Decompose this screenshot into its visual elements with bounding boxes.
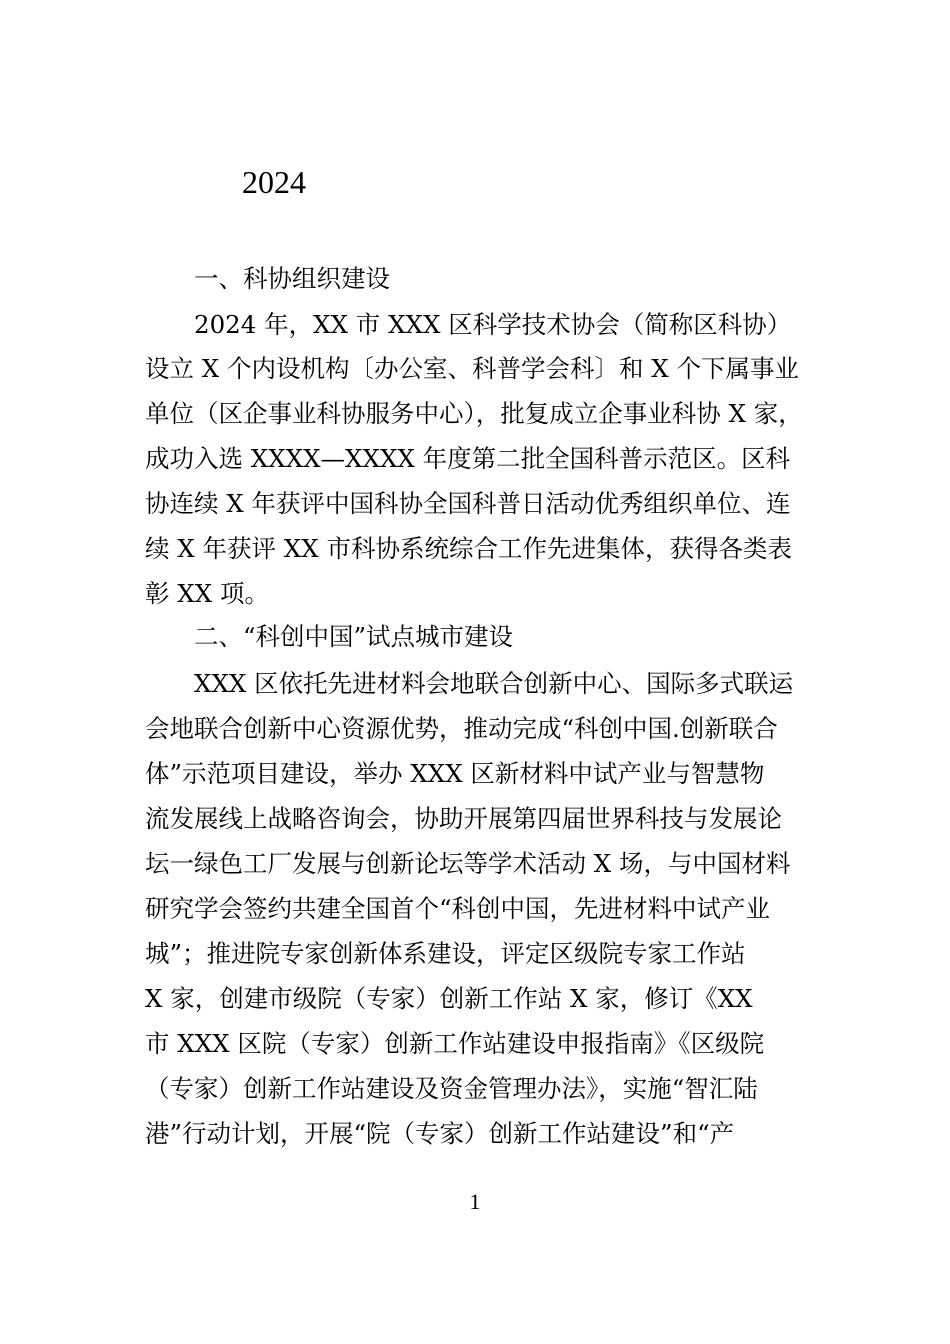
text-line: X 家，创建市级院（专家）创新工作站 X 家，修订《XX <box>145 984 753 1013</box>
text-line: 港”行动计划，开展“院（专家）创新工作站建设”和“产 <box>145 1119 735 1148</box>
text-line: 会地联合创新中心资源优势，推动完成“科创中国.创新联合 <box>145 714 778 743</box>
document-title: 2024 <box>242 164 306 200</box>
text-line: 彰 XX 项。 <box>145 579 269 608</box>
text-line: 单位（区企事业科协服务中心），批复成立企事业科协 X 家， <box>145 399 803 428</box>
text-line: XXX 区依托先进材料会地联合创新中心、国际多式联运 <box>145 669 794 698</box>
text-line: 设立 X 个内设机构〔办公室、科普学会科〕和 X 个下属事业 <box>145 354 800 383</box>
text-line: 2024 年，XX 市 XXX 区科学技术协会（简称区科协） <box>145 310 792 339</box>
text-line: 城”；推进院专家创新体系建设，评定区级院专家工作站 <box>145 939 746 968</box>
text-line: 市 XXX 区院（专家）创新工作站建设申报指南》《区级院 <box>145 1029 765 1058</box>
text-line: 续 X 年获评 XX 市科协系统综合工作先进集体，获得各类表 <box>145 534 792 563</box>
text-line: 坛一绿色工厂发展与创新论坛等学术活动 X 场，与中国材料 <box>145 849 791 878</box>
text-line: 流发展线上战略咨询会，协助开展第四届世界科技与发展论 <box>145 804 782 833</box>
heading-section-1: 一、科协组织建设 <box>145 264 390 293</box>
page-number: 1 <box>469 1189 481 1214</box>
heading-section-2: 二、“科创中国”试点城市建设 <box>145 622 514 651</box>
text-line: 研究学会签约共建全国首个“科创中国，先进材料中试产业 <box>145 894 771 923</box>
text-line: 协连续 X 年获评中国科协全国科普日活动优秀组织单位、连 <box>145 489 791 518</box>
text-line: （专家）创新工作站建设及资金管理办法》，实施“智汇陆 <box>145 1074 758 1103</box>
text-line: 成功入选 XXXX—XXXX 年度第二批全国科普示范区。区科 <box>145 444 791 473</box>
text-line: 体”示范项目建设，举办 XXX 区新材料中试产业与智慧物 <box>145 759 765 788</box>
